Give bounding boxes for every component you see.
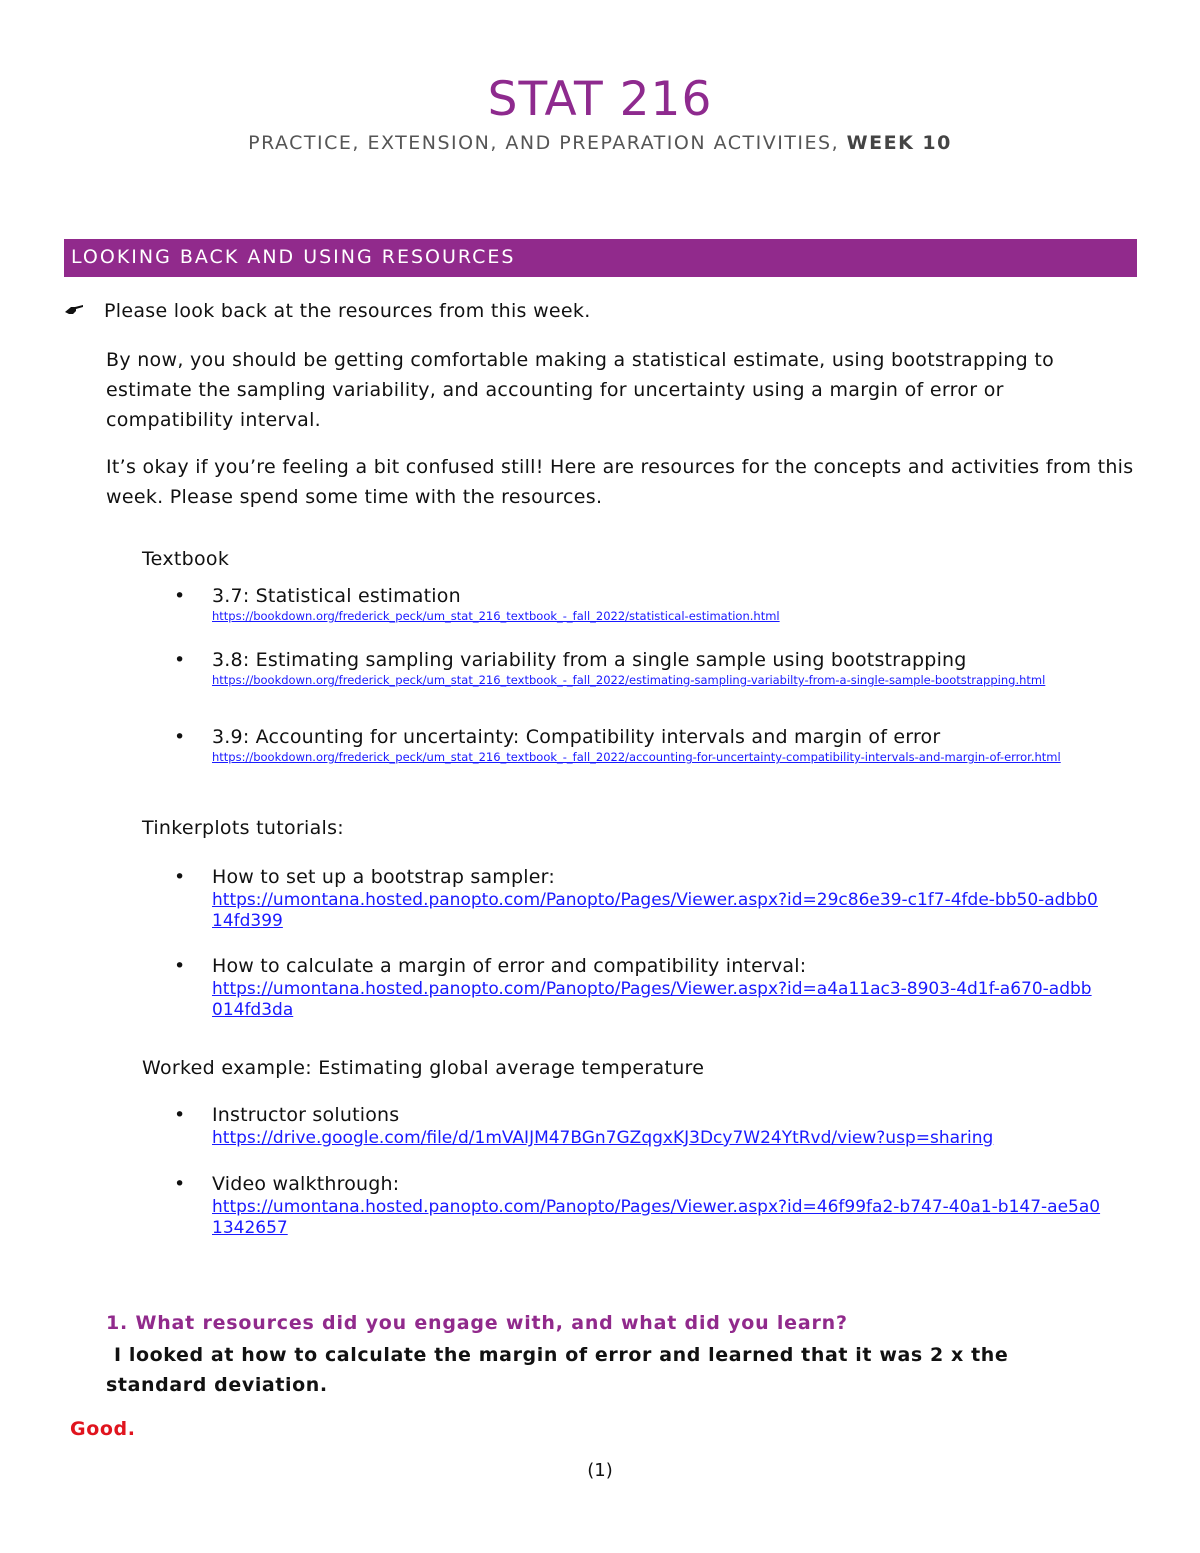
- resource-label: How to calculate a margin of error and compatibility interval:: [212, 955, 807, 977]
- resource-label: 3.9: Accounting for uncertainty: Compatibility intervals and margin of error: [212, 726, 941, 748]
- page-title: STAT 216: [487, 72, 713, 127]
- resource-link[interactable]: https://umontana.hosted.panopto.com/Panopto/Pages/Viewer.aspx?id=a4a11ac3-8903-4d1f-a670-adbb014fd3da: [212, 979, 1092, 1020]
- resource-label: 3.7: Statistical estimation: [212, 585, 461, 607]
- hand-pointing-icon: [64, 301, 104, 322]
- bullet-dot-icon: •: [174, 955, 186, 977]
- subtitle-text: PRACTICE, EXTENSION, AND PREPARATION ACTIVITIES,: [248, 132, 847, 154]
- resource-link[interactable]: https://drive.google.com/file/d/1mVAIJM47BGn7GZqgxKJ3Dcy7W24YtRvd/view?usp=sharing: [212, 1128, 994, 1148]
- bullet-dot-icon: •: [174, 649, 186, 671]
- bullet-dot-icon: •: [174, 726, 186, 748]
- page-subtitle: [0, 132, 1200, 154]
- resource-link[interactable]: https://bookdown.org/frederick_peck/um_stat_216_textbook_-_fall_2022/statistical-estimation.html: [212, 609, 780, 623]
- section-banner: LOOKING BACK AND USING RESOURCES: [64, 239, 1137, 277]
- resource-label: Video walkthrough:: [212, 1173, 400, 1195]
- resource-link[interactable]: https://bookdown.org/frederick_peck/um_stat_216_textbook_-_fall_2022/accounting-for-uncertainty-compatibility-intervals-and-margin-of-error.html: [212, 750, 1061, 764]
- intro-bullet: [64, 300, 591, 322]
- intro-bullet-text: Please look back at the resources from this week.: [104, 300, 591, 322]
- bullet-dot-icon: •: [174, 866, 186, 888]
- resource-link[interactable]: https://umontana.hosted.panopto.com/Panopto/Pages/Viewer.aspx?id=29c86e39-c1f7-4fde-bb50-adbb014fd399: [212, 890, 1098, 931]
- resource-label: How to set up a bootstrap sampler:: [212, 866, 555, 888]
- textbook-label: Textbook: [142, 548, 230, 570]
- bullet-dot-icon: •: [174, 1104, 186, 1126]
- resource-label: 3.8: Estimating sampling variability from a single sample using bootstrapping: [212, 649, 967, 671]
- tinkerplots-label: Tinkerplots tutorials:: [142, 817, 344, 839]
- intro-paragraph-1: By now, you should be getting comfortable making a statistical estimate, using bootstrapping to estimate the sampling variability, and accounting for uncertainty using a margin of error or compatibility interval.: [106, 349, 1055, 431]
- subtitle-week: WEEK 10: [846, 132, 952, 154]
- worked-example-label: Worked example: Estimating global average temperature: [142, 1057, 705, 1079]
- intro-paragraph-2: It’s okay if you’re feeling a bit confused still! Here are resources for the concepts and activities from this week. Please spend some time with the resources.: [106, 456, 1134, 508]
- grader-feedback: Good.: [70, 1418, 136, 1440]
- resource-link[interactable]: https://bookdown.org/frederick_peck/um_stat_216_textbook_-_fall_2022/estimating-sampling-variabilty-from-a-single-sample-bootstrapping.html: [212, 673, 1046, 687]
- question-1: 1. What resources did you engage with, and what did you learn?: [106, 1312, 848, 1334]
- bullet-dot-icon: •: [174, 585, 186, 607]
- resource-label: Instructor solutions: [212, 1104, 400, 1126]
- page-number: (1): [587, 1460, 613, 1481]
- resource-link[interactable]: https://umontana.hosted.panopto.com/Panopto/Pages/Viewer.aspx?id=46f99fa2-b747-40a1-b147-ae5a01342657: [212, 1197, 1101, 1238]
- bullet-dot-icon: •: [174, 1173, 186, 1195]
- answer-1: I looked at how to calculate the margin of error and learned that it was 2 x the standard deviation.: [106, 1344, 1009, 1396]
